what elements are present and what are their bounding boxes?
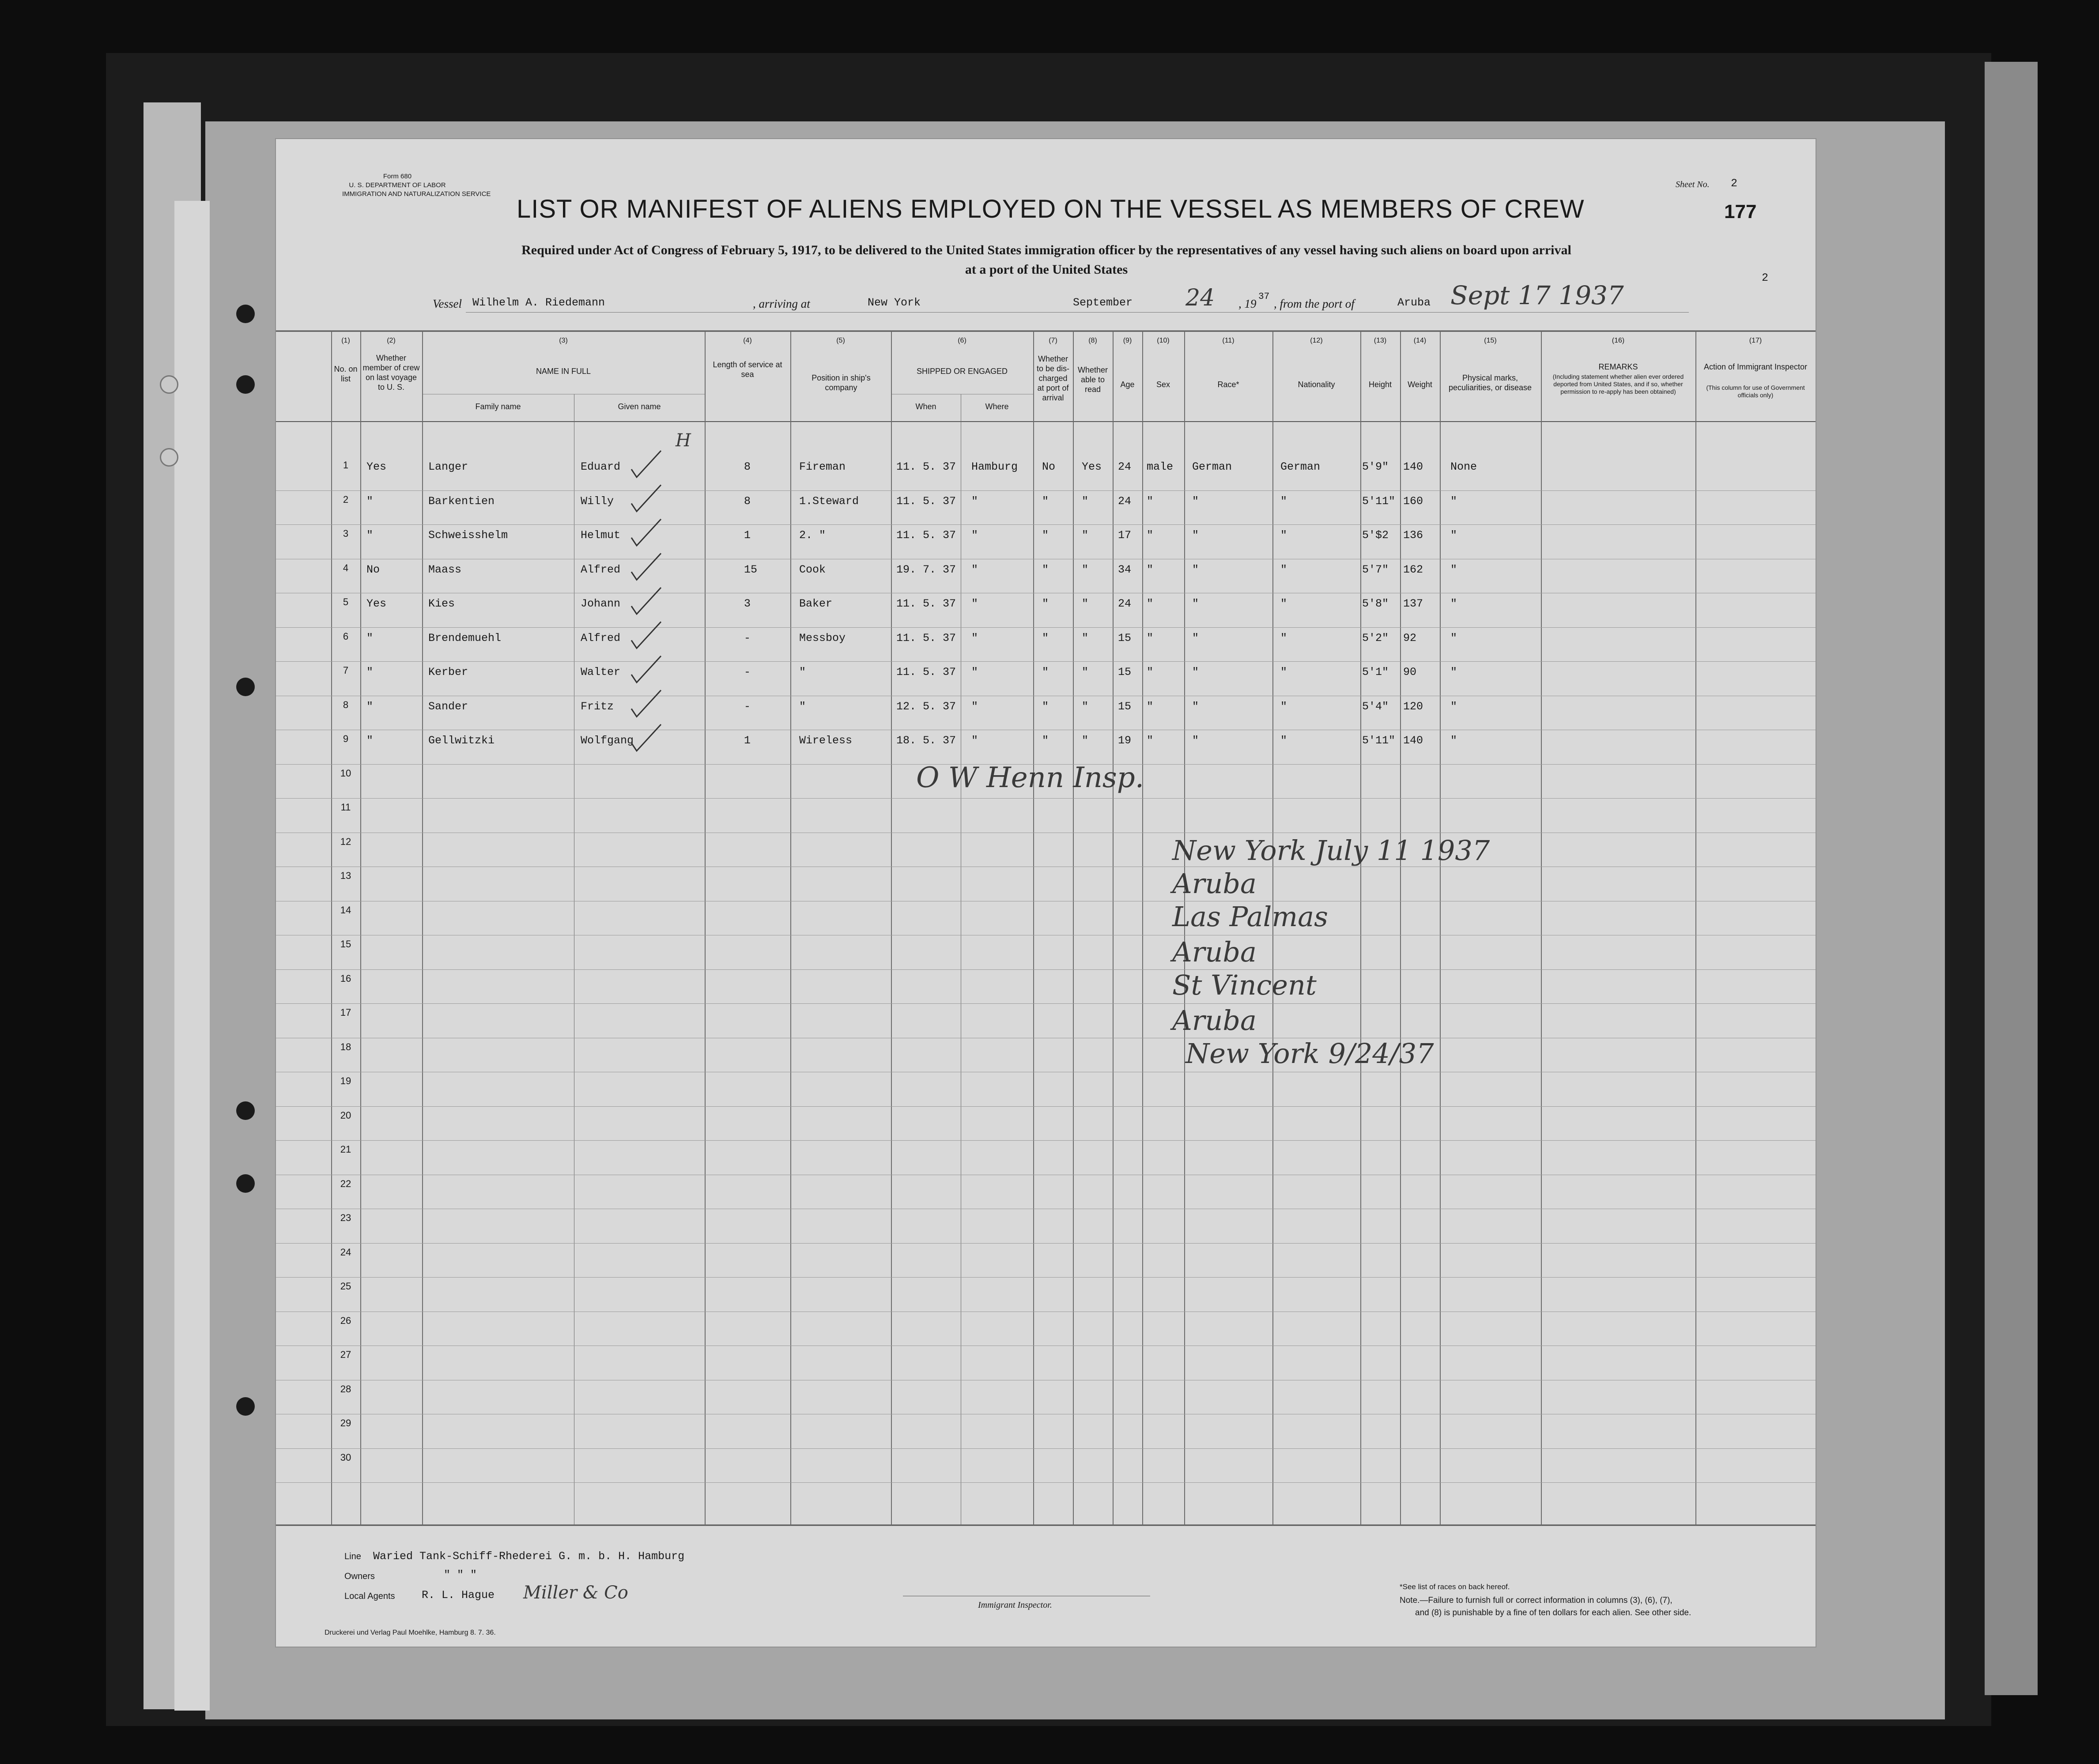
row-number: 15 xyxy=(340,939,351,950)
form-number: Form 680 xyxy=(383,173,412,180)
cell-height: 5'9" xyxy=(1362,460,1389,473)
row-number: 13 xyxy=(340,870,351,881)
arrival-month: September xyxy=(1073,296,1133,309)
cell-race: " xyxy=(1192,529,1199,542)
cell-race: " xyxy=(1192,734,1199,747)
row-number: 19 xyxy=(340,1075,351,1086)
line-label: Line xyxy=(344,1552,361,1561)
cell-race: " xyxy=(1192,666,1199,678)
margin-mark: 2 xyxy=(1762,271,1769,284)
cell-physical-marks: " xyxy=(1450,666,1457,678)
cell-race: " xyxy=(1192,597,1199,610)
cell-voyage: Yes xyxy=(366,460,387,473)
subtitle-line-1: Required under Act of Congress of February 5, 1917, to be delivered to the United States immigration officer by the representatives of any vessel having such aliens on board upon arrival xyxy=(521,243,1571,257)
cell-physical-marks: " xyxy=(1450,700,1457,713)
cell-voyage: " xyxy=(366,734,374,747)
cell-given-name: Walter xyxy=(581,666,621,678)
cell-weight: 136 xyxy=(1403,529,1423,542)
agents-label: Local Agents xyxy=(344,1591,395,1601)
cell-voyage: No xyxy=(366,563,380,576)
cell-sex: " xyxy=(1147,495,1154,508)
row-number: 29 xyxy=(340,1417,351,1429)
check-mark xyxy=(631,656,661,682)
cell-nationality: " xyxy=(1280,597,1287,610)
cell-discharged: No xyxy=(1042,460,1056,473)
column-number: (3) xyxy=(559,337,568,344)
agents-handwritten: Miller & Co xyxy=(523,1583,628,1603)
cell-sex: " xyxy=(1147,563,1154,576)
vessel-name: Wilhelm A. Riedemann xyxy=(472,296,605,309)
row-number: 20 xyxy=(340,1110,351,1121)
cell-discharged: " xyxy=(1042,597,1049,610)
service-name: IMMIGRATION AND NATURALIZATION SERVICE xyxy=(342,190,491,198)
header-length-service: Length of service at sea xyxy=(713,360,782,379)
cell-shipped-when: 12. 5. 37 xyxy=(896,700,956,713)
cell-height: 5'$2 xyxy=(1362,529,1389,542)
cell-height: 5'11" xyxy=(1362,495,1396,508)
cell-nationality: " xyxy=(1280,529,1287,542)
column-number: (2) xyxy=(387,337,396,344)
punch-hole xyxy=(160,375,178,394)
check-mark xyxy=(631,485,661,512)
row-number: 2 xyxy=(343,494,349,505)
cell-shipped-when: 11. 5. 37 xyxy=(896,495,956,508)
cell-shipped-when: 11. 5. 37 xyxy=(896,597,956,610)
header-last-voyage: Whether member of crew on last voyage to U. S. xyxy=(362,354,420,392)
row-number: 11 xyxy=(340,802,351,813)
cell-given-name: Johann xyxy=(581,597,621,610)
column-number: (5) xyxy=(836,337,845,344)
row-number: 24 xyxy=(340,1247,351,1258)
cell-given-name: Helmut xyxy=(581,529,621,542)
cell-able-to-read: " xyxy=(1082,563,1089,576)
row-number: 30 xyxy=(340,1452,351,1463)
cell-position: 1.Steward xyxy=(799,495,859,508)
cell-shipped-when: 19. 7. 37 xyxy=(896,563,956,576)
line-value: Waried Tank-Schiff-Rhederei G. m. b. H. Hamburg xyxy=(373,1550,685,1563)
from-label: , from the port of xyxy=(1274,297,1355,310)
cell-age: 24 xyxy=(1118,495,1132,508)
cell-length-service: 1 xyxy=(744,734,751,747)
races-note: *See list of races on back hereof. xyxy=(1400,1583,1510,1591)
cell-family-name: Barkentien xyxy=(428,495,495,508)
punch-hole xyxy=(160,448,178,467)
cell-given-name: Wolfgang xyxy=(581,734,634,747)
inspector-caption: Immigrant Inspector. xyxy=(978,1600,1052,1610)
cell-race: " xyxy=(1192,563,1199,576)
cell-discharged: " xyxy=(1042,495,1049,508)
header-physical-marks: Physical marks, peculiarities, or disease xyxy=(1448,373,1532,392)
column-number: (14) xyxy=(1413,337,1427,344)
row-number: 9 xyxy=(343,733,349,744)
cell-able-to-read: " xyxy=(1082,495,1089,508)
cell-nationality: " xyxy=(1280,632,1287,645)
cell-sex: " xyxy=(1147,597,1154,610)
cell-race: " xyxy=(1192,495,1199,508)
itinerary-line: New York 9/24/37 xyxy=(1185,1037,1434,1070)
cell-height: 5'11" xyxy=(1362,734,1396,747)
column-number: (15) xyxy=(1484,337,1497,344)
cell-shipped-where: Hamburg xyxy=(971,460,1018,473)
cell-able-to-read: " xyxy=(1082,632,1089,645)
cell-given-name: Eduard xyxy=(581,460,621,473)
penalty-note-line-2: and (8) is punishable by a fine of ten dollars for each alien. See other side. xyxy=(1415,1608,1691,1617)
binder-strip-inner xyxy=(174,201,210,1711)
column-number: (9) xyxy=(1123,337,1132,344)
cell-able-to-read: " xyxy=(1082,597,1089,610)
check-mark xyxy=(631,451,661,477)
cell-able-to-read: " xyxy=(1082,734,1089,747)
manifest-page xyxy=(276,139,1816,1647)
cell-discharged: " xyxy=(1042,529,1049,542)
cell-shipped-where: " xyxy=(971,632,978,645)
header-discharged: Whether to be dis-charged at port of arrival xyxy=(1036,354,1070,402)
cell-age: 24 xyxy=(1118,460,1132,473)
row-number: 14 xyxy=(340,905,351,916)
inspector-signature: O W Henn Insp. xyxy=(916,761,1144,794)
cell-physical-marks: " xyxy=(1450,563,1457,576)
cell-nationality: " xyxy=(1280,495,1287,508)
cell-weight: 90 xyxy=(1403,666,1417,678)
header-weight: Weight xyxy=(1408,380,1432,389)
cell-age: 34 xyxy=(1118,563,1132,576)
cell-shipped-where: " xyxy=(971,563,978,576)
punch-hole xyxy=(236,1174,255,1193)
cell-family-name: Gellwitzki xyxy=(428,734,495,747)
from-port: Aruba xyxy=(1397,296,1431,309)
check-mark xyxy=(631,554,661,580)
cell-nationality: " xyxy=(1280,666,1287,678)
cell-voyage: " xyxy=(366,700,374,713)
cell-length-service: 1 xyxy=(744,529,751,542)
row-number: 16 xyxy=(340,973,351,984)
row-number: 22 xyxy=(340,1178,351,1189)
cell-weight: 160 xyxy=(1403,495,1423,508)
row-number: 26 xyxy=(340,1315,351,1326)
cell-weight: 120 xyxy=(1403,700,1423,713)
punch-hole xyxy=(236,305,255,323)
itinerary-line: Aruba xyxy=(1172,936,1257,968)
owners-value: " " " xyxy=(444,1568,477,1581)
agents-value: R. L. Hague xyxy=(422,1589,495,1602)
header-given-name: Given name xyxy=(618,402,661,411)
cell-position: " xyxy=(799,700,806,713)
cell-weight: 140 xyxy=(1403,734,1423,747)
check-mark xyxy=(631,690,661,717)
cell-sex: " xyxy=(1147,666,1154,678)
header-action-inspector: Action of Immigrant Inspector xyxy=(1703,362,1808,371)
check-mark xyxy=(631,724,661,751)
page-stamp: 177 xyxy=(1724,201,1757,222)
itinerary-line: New York July 11 1937 xyxy=(1172,834,1490,867)
cell-family-name: Sander xyxy=(428,700,468,713)
cell-voyage: " xyxy=(366,495,374,508)
cell-given-name: Alfred xyxy=(581,632,621,645)
cell-nationality: " xyxy=(1280,700,1287,713)
cell-given-name: Fritz xyxy=(581,700,614,713)
cell-age: 19 xyxy=(1118,734,1132,747)
cell-physical-marks: " xyxy=(1450,734,1457,747)
cell-shipped-when: 11. 5. 37 xyxy=(896,460,956,473)
cell-length-service: 15 xyxy=(744,563,758,576)
cell-weight: 92 xyxy=(1403,632,1417,645)
header-family-name: Family name xyxy=(475,402,521,411)
check-mark xyxy=(631,622,661,648)
cell-position: Cook xyxy=(799,563,826,576)
cell-given-name: Willy xyxy=(581,495,614,508)
cell-able-to-read: " xyxy=(1082,666,1089,678)
header-nationality: Nationality xyxy=(1298,380,1335,389)
owners-label: Owners xyxy=(344,1572,375,1581)
arriving-port: New York xyxy=(868,296,921,309)
row-number: 18 xyxy=(340,1041,351,1052)
header-no-on-list: No. on list xyxy=(334,365,358,383)
column-number: (13) xyxy=(1374,337,1387,344)
cell-shipped-when: 11. 5. 37 xyxy=(896,666,956,678)
cell-position: Baker xyxy=(799,597,833,610)
cell-family-name: Kies xyxy=(428,597,455,610)
cell-length-service: 8 xyxy=(744,495,751,508)
cell-age: 15 xyxy=(1118,700,1132,713)
cell-physical-marks: " xyxy=(1450,597,1457,610)
cell-shipped-where: " xyxy=(971,495,978,508)
cell-family-name: Langer xyxy=(428,460,468,473)
row-number: 12 xyxy=(340,836,351,847)
column-number: (6) xyxy=(958,337,966,344)
cell-nationality: German xyxy=(1280,460,1321,473)
cell-shipped-where: " xyxy=(971,529,978,542)
column-number: (1) xyxy=(341,337,350,344)
check-marks xyxy=(276,139,1816,1647)
cell-discharged: " xyxy=(1042,563,1049,576)
departure-date-handwritten: Sept 17 1937 xyxy=(1450,280,1624,310)
cell-voyage: " xyxy=(366,529,374,542)
cell-position: Messboy xyxy=(799,632,846,645)
cell-physical-marks: None xyxy=(1450,460,1477,473)
row-number: 4 xyxy=(343,562,349,573)
cell-race: " xyxy=(1192,700,1199,713)
itinerary-line: Aruba xyxy=(1172,867,1257,900)
cell-voyage: " xyxy=(366,666,374,678)
row-number: 6 xyxy=(343,631,349,642)
year-prefix: , 19 xyxy=(1238,297,1257,310)
row-number: 17 xyxy=(340,1007,351,1018)
printer-imprint: Druckerei und Verlag Paul Moehlke, Hamburg 8. 7. 36. xyxy=(325,1629,496,1636)
penalty-note-line-1: Note.—Failure to furnish full or correct information in columns (3), (6), (7), xyxy=(1400,1596,1672,1605)
punch-hole xyxy=(236,1397,255,1416)
cell-position: Fireman xyxy=(799,460,846,473)
column-number: (17) xyxy=(1749,337,1762,344)
cell-weight: 162 xyxy=(1403,563,1423,576)
row-number: 23 xyxy=(340,1212,351,1223)
cell-length-service: - xyxy=(744,700,751,713)
row-number: 1 xyxy=(343,460,349,471)
cell-length-service: - xyxy=(744,666,751,678)
cell-sex: " xyxy=(1147,700,1154,713)
row-number: 5 xyxy=(343,596,349,607)
cell-physical-marks: " xyxy=(1450,495,1457,508)
cell-shipped-when: 18. 5. 37 xyxy=(896,734,956,747)
cell-sex: " xyxy=(1147,632,1154,645)
cell-family-name: Maass xyxy=(428,563,462,576)
itinerary-line: St Vincent xyxy=(1172,969,1317,1001)
cell-sex: " xyxy=(1147,734,1154,747)
cell-age: 17 xyxy=(1118,529,1132,542)
cell-able-to-read: Yes xyxy=(1082,460,1102,473)
row-number: 25 xyxy=(340,1281,351,1292)
cell-shipped-where: " xyxy=(971,700,978,713)
row-number: 10 xyxy=(340,768,351,779)
cell-race: " xyxy=(1192,632,1199,645)
cell-height: 5'8" xyxy=(1362,597,1389,610)
cell-nationality: " xyxy=(1280,563,1287,576)
sheet-number: 2 xyxy=(1731,177,1738,190)
cell-length-service: - xyxy=(744,632,751,645)
header-when: When xyxy=(915,402,936,411)
cell-able-to-read: " xyxy=(1082,529,1089,542)
row-number: 28 xyxy=(340,1383,351,1395)
cell-able-to-read: " xyxy=(1082,700,1089,713)
cell-age: 24 xyxy=(1118,597,1132,610)
vessel-label: Vessel xyxy=(433,297,462,310)
cell-discharged: " xyxy=(1042,666,1049,678)
header-age: Age xyxy=(1120,380,1135,389)
cell-height: 5'7" xyxy=(1362,563,1389,576)
column-number: (7) xyxy=(1049,337,1057,344)
column-number: (4) xyxy=(743,337,752,344)
header-action-note: (This column for use of Government officials only) xyxy=(1706,384,1805,399)
cell-shipped-where: " xyxy=(971,597,978,610)
cell-physical-marks: " xyxy=(1450,632,1457,645)
column-number: (8) xyxy=(1088,337,1097,344)
header-name-in-full: NAME IN FULL xyxy=(536,367,591,376)
itinerary-line: Aruba xyxy=(1172,1004,1257,1037)
header-sex: Sex xyxy=(1156,380,1170,389)
cell-family-name: Brendemuehl xyxy=(428,632,502,645)
header-height: Height xyxy=(1368,380,1392,389)
cell-physical-marks: " xyxy=(1450,529,1457,542)
header-able-to-read: Whether able to read xyxy=(1077,366,1108,394)
column-number: (11) xyxy=(1222,337,1234,344)
header-remarks: REMARKS xyxy=(1598,362,1638,371)
check-mark xyxy=(631,519,661,546)
right-edge-strip xyxy=(1985,62,2038,1695)
cell-position: Wireless xyxy=(799,734,853,747)
row-number: 27 xyxy=(340,1349,351,1360)
row-number: 7 xyxy=(343,665,349,676)
header-shipped-engaged: SHIPPED OR ENGAGED xyxy=(916,367,1008,376)
cell-race: German xyxy=(1192,460,1232,473)
arrival-day: 24 xyxy=(1185,285,1215,311)
cell-length-service: 8 xyxy=(744,460,751,473)
header-race: Race* xyxy=(1217,380,1239,389)
cell-shipped-when: 11. 5. 37 xyxy=(896,632,956,645)
column-number: (16) xyxy=(1612,337,1625,344)
sheet-label: Sheet No. xyxy=(1676,180,1710,189)
cell-given-name: Alfred xyxy=(581,563,621,576)
cell-height: 5'4" xyxy=(1362,700,1389,713)
cell-age: 15 xyxy=(1118,632,1132,645)
punch-hole xyxy=(236,375,255,394)
row-number: 21 xyxy=(340,1144,351,1155)
subtitle-line-2: at a port of the United States xyxy=(965,262,1128,277)
cell-discharged: " xyxy=(1042,632,1049,645)
cell-family-name: Schweisshelm xyxy=(428,529,508,542)
cell-position: 2. " xyxy=(799,529,826,542)
cell-shipped-when: 11. 5. 37 xyxy=(896,529,956,542)
cell-discharged: " xyxy=(1042,700,1049,713)
punch-hole xyxy=(236,1101,255,1120)
itinerary-line: Las Palmas xyxy=(1172,901,1328,933)
row-number: 3 xyxy=(343,528,349,539)
cell-age: 15 xyxy=(1118,666,1132,678)
cell-shipped-where: " xyxy=(971,666,978,678)
cell-weight: 137 xyxy=(1403,597,1423,610)
cell-sex: " xyxy=(1147,529,1154,542)
column-number: (10) xyxy=(1157,337,1170,344)
cell-height: 5'1" xyxy=(1362,666,1389,678)
cell-voyage: Yes xyxy=(366,597,387,610)
cell-weight: 140 xyxy=(1403,460,1423,473)
cell-position: " xyxy=(799,666,806,678)
cell-length-service: 3 xyxy=(744,597,751,610)
arrival-year: 37 xyxy=(1258,292,1270,302)
header-remarks-note: (Including statement whether alien ever ordered deported from United States, and if so, whether permission to re-apply has been obtained) xyxy=(1552,373,1684,395)
punch-hole xyxy=(236,678,255,696)
cell-discharged: " xyxy=(1042,734,1049,747)
cell-nationality: " xyxy=(1280,734,1287,747)
header-position: Position in ship's company xyxy=(812,373,871,392)
check-mark xyxy=(631,588,661,614)
check-initial: H xyxy=(676,430,691,451)
manifest-title: LIST OR MANIFEST OF ALIENS EMPLOYED ON THE VESSEL AS MEMBERS OF CREW xyxy=(517,195,1585,223)
cell-height: 5'2" xyxy=(1362,632,1389,645)
header-where: Where xyxy=(985,402,1009,411)
cell-sex: male xyxy=(1147,460,1174,473)
row-number: 8 xyxy=(343,699,349,710)
arriving-label: , arriving at xyxy=(753,297,810,310)
cell-voyage: " xyxy=(366,632,374,645)
department-name: U. S. DEPARTMENT OF LABOR xyxy=(349,181,446,189)
cell-shipped-where: " xyxy=(971,734,978,747)
column-number: (12) xyxy=(1310,337,1323,344)
cell-family-name: Kerber xyxy=(428,666,468,678)
